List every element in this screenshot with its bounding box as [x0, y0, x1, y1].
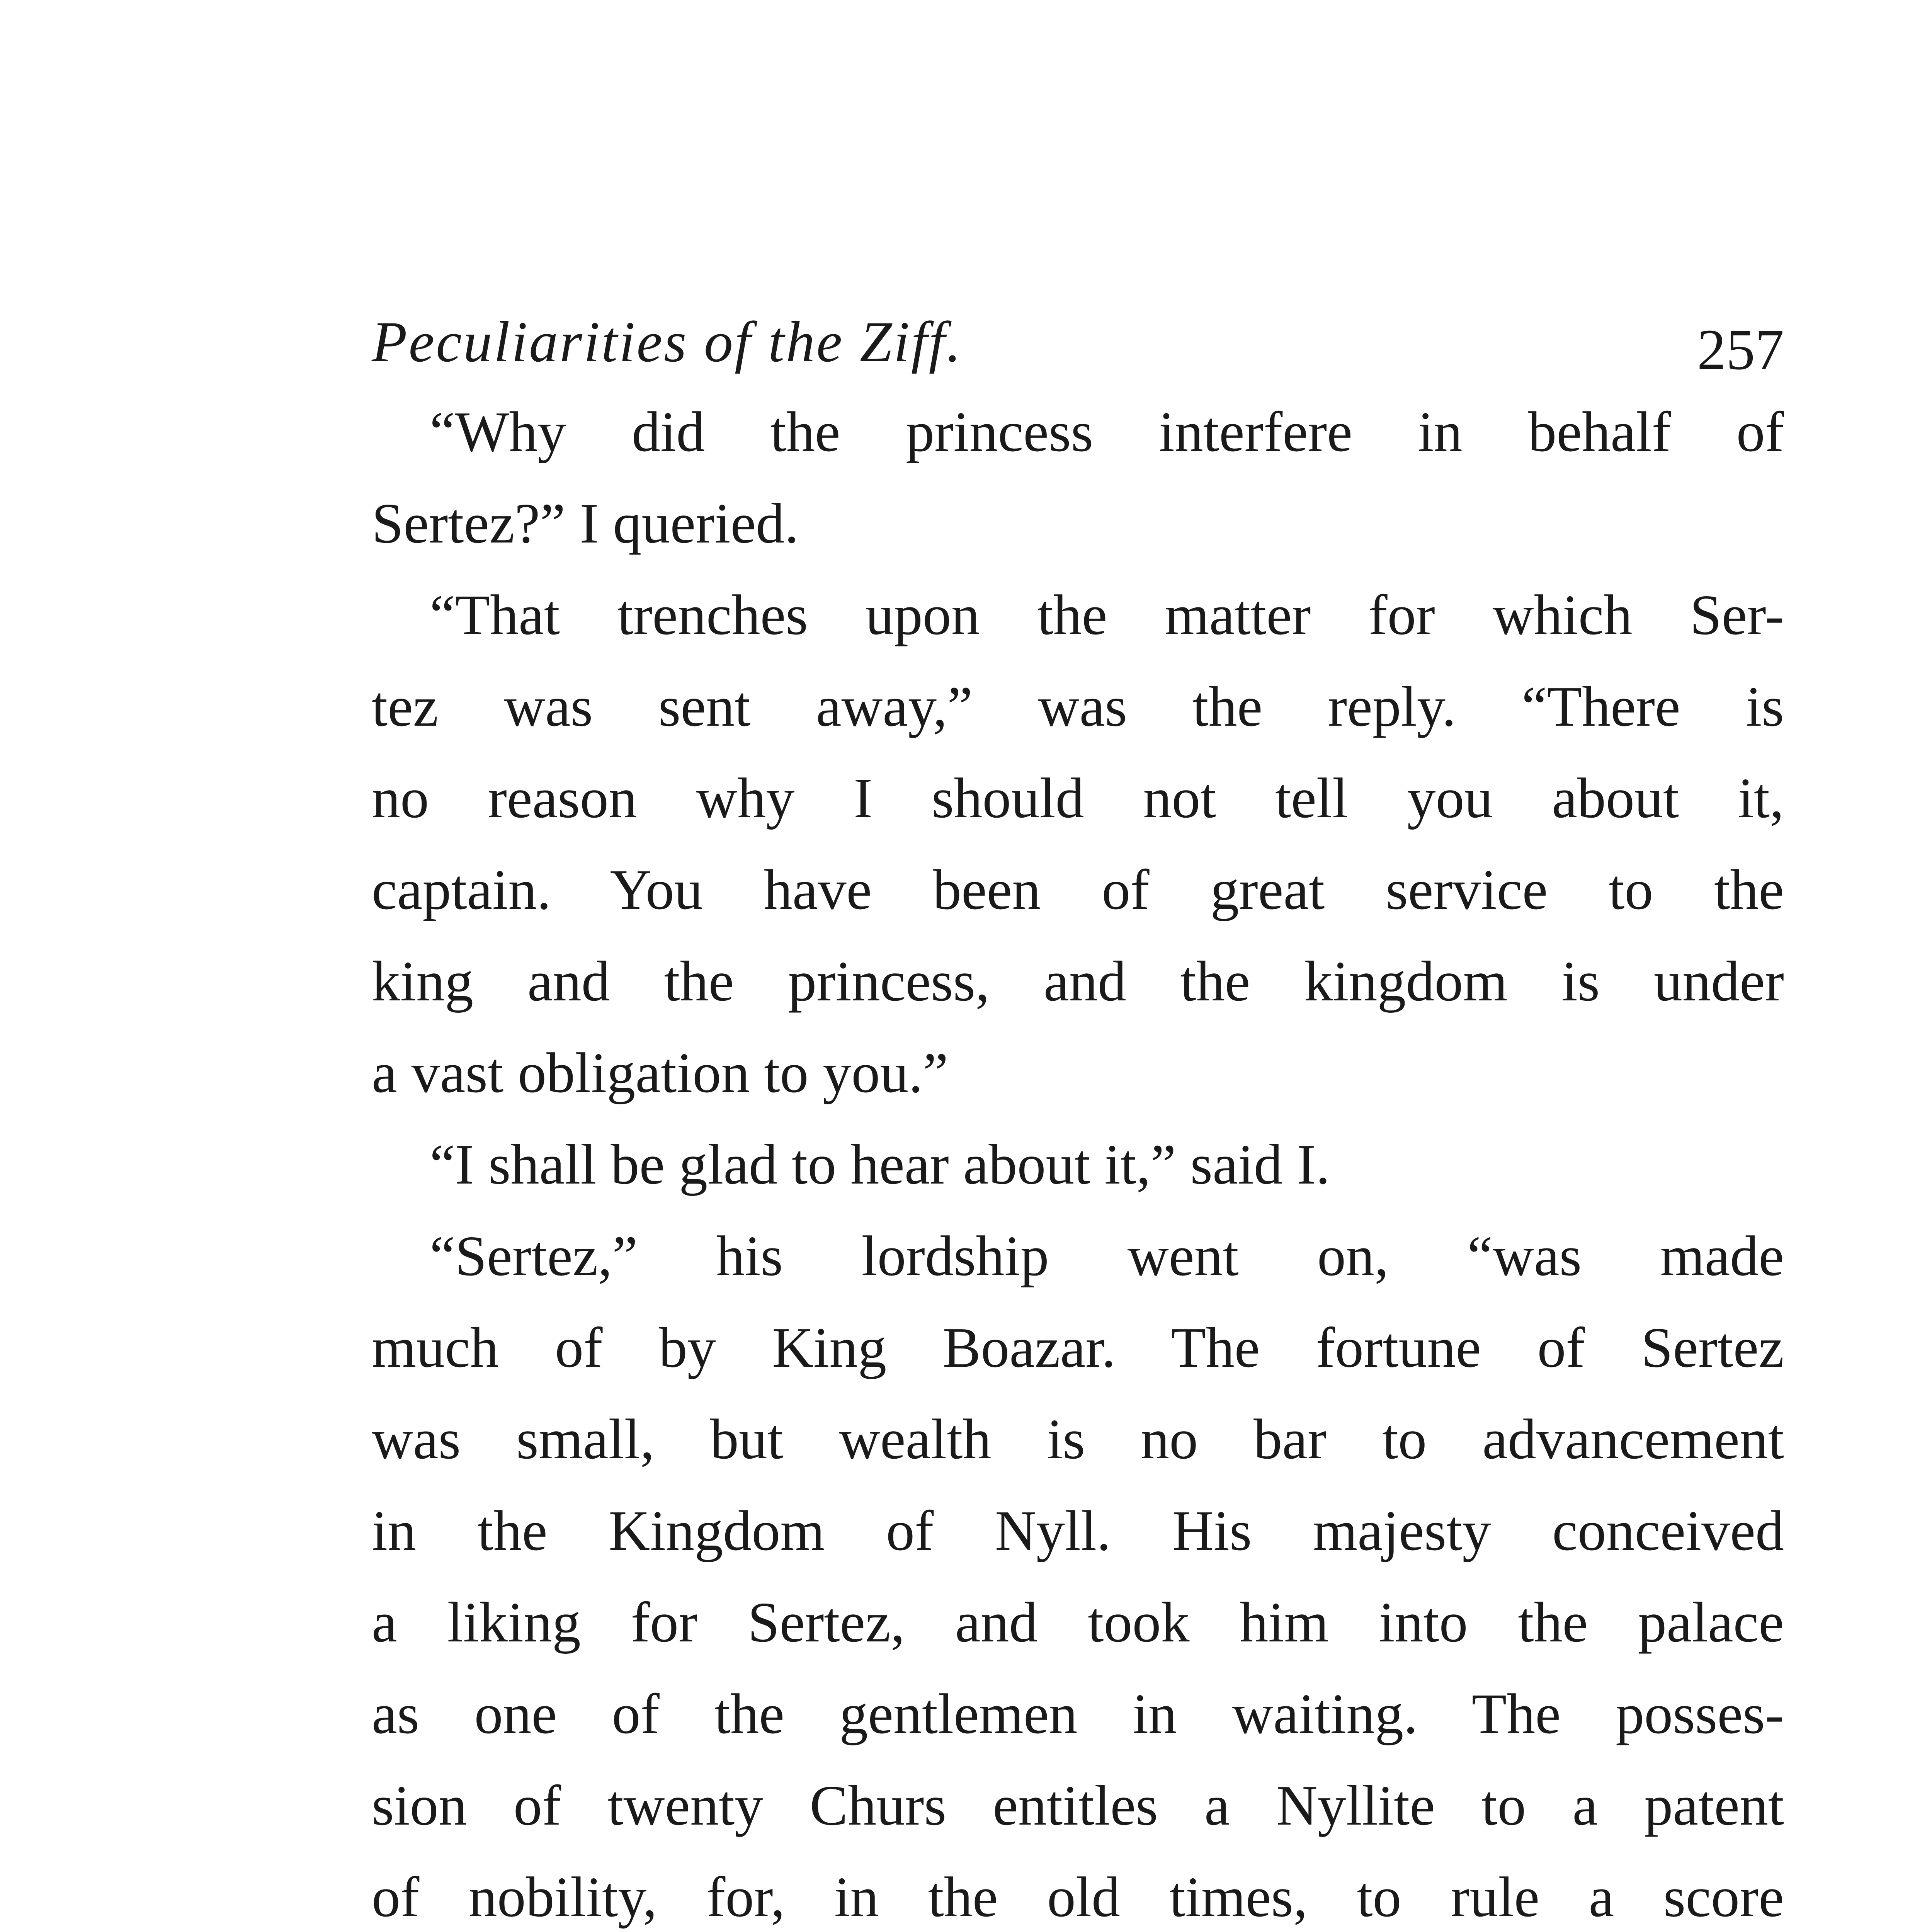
- text-line: a liking for Sertez, and took him into the palace: [372, 1591, 1784, 1654]
- text-line: “That trenches upon the matter for which Ser-: [430, 583, 1784, 647]
- text-line: of nobility, for, in the old times, to rule a score: [372, 1866, 1784, 1929]
- text-line: sion of twenty Churs entitles a Nyllite to a patent: [372, 1774, 1784, 1837]
- text-line: was small, but wealth is no bar to advancement: [372, 1408, 1784, 1471]
- running-title: Peculiarities of the Ziff.: [372, 310, 963, 374]
- body-text: [372, 386, 1784, 1932]
- text-line: Sertez?” I queried.: [372, 492, 799, 555]
- running-head: [372, 303, 1784, 381]
- text-line: no reason why I should not tell you about it,: [372, 767, 1784, 830]
- text-line: in the Kingdom of Nyll. His majesty conceived: [372, 1499, 1784, 1563]
- text-line: as one of the gentlemen in waiting. The posses-: [372, 1682, 1784, 1746]
- text-line: a vast obligation to you.”: [372, 1041, 949, 1105]
- text-line: king and the princess, and the kingdom is under: [372, 950, 1784, 1013]
- page-number: 257: [1697, 318, 1784, 382]
- text-line: “Why did the princess interfere in behalf of: [430, 400, 1784, 464]
- text-line: captain. You have been of great service to the: [372, 858, 1784, 922]
- text-line: tez was sent away,” was the reply. “There is: [372, 675, 1784, 738]
- text-line: “Sertez,” his lordship went on, “was made: [430, 1225, 1784, 1288]
- text-line: much of by King Boazar. The fortune of Sertez: [372, 1316, 1784, 1379]
- text-line: “I shall be glad to hear about it,” said I.: [430, 1133, 1330, 1196]
